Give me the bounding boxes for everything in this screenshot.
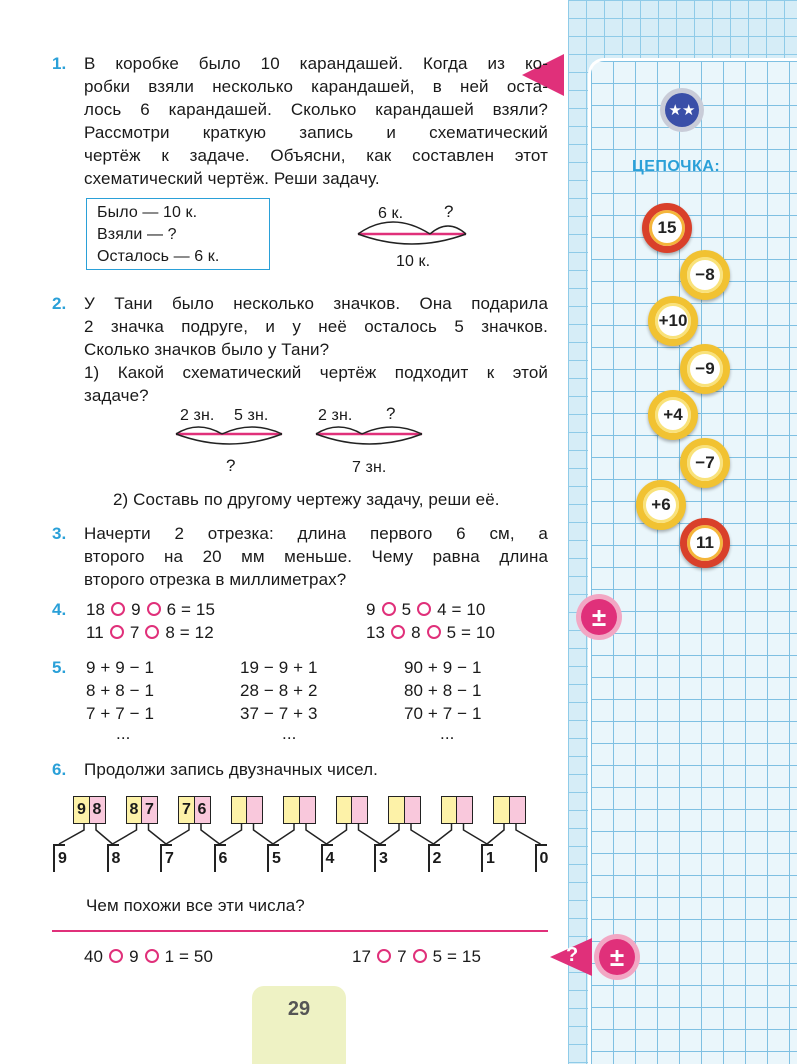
expression: 37 − 7 + 3 (240, 704, 318, 723)
expression: 70 + 7 − 1 (404, 704, 482, 723)
connector-line (516, 824, 541, 844)
operand: 9 (129, 947, 139, 966)
task2-d1-label-left: 2 зн. (180, 407, 215, 424)
record-line: Взяли — ? (97, 226, 177, 243)
task1-line: Рассмотри краткую запись и схематический (84, 123, 548, 142)
task4-row-2-left (86, 621, 214, 644)
tens-cell (336, 796, 353, 824)
operator-circle-icon (111, 602, 125, 616)
connector-line (380, 824, 399, 844)
connector-line (201, 824, 220, 844)
ellipsis: ... (116, 724, 131, 743)
expression: 8 + 8 − 1 (86, 681, 155, 700)
task3-text (84, 522, 548, 591)
digit-label: 8 (111, 850, 121, 867)
digit-label: 0 (539, 850, 549, 867)
task3-line: второго на 20 мм меньше. Чему равна длина (84, 547, 548, 566)
connector-line (113, 824, 137, 844)
task2-text (84, 292, 548, 407)
operator-circle-icon (147, 602, 161, 616)
tens-cell (231, 796, 248, 824)
tens-cell (388, 796, 405, 824)
operator-circle-icon (377, 949, 391, 963)
expression: 9 + 9 − 1 (86, 658, 155, 677)
connector-line (434, 824, 452, 844)
digit-bracket-top (428, 844, 440, 846)
task5-column-2 (240, 656, 318, 743)
task1-diagram-label-right: ? (444, 202, 454, 221)
digit-bracket (535, 844, 537, 872)
plus-minus-icon: ± (599, 939, 635, 975)
task1-diagram-label-bottom: 10 к. (396, 253, 431, 270)
star-badge-icon: ★★ (660, 88, 704, 132)
ellipsis: ... (282, 724, 297, 743)
bottom-equation-left (84, 945, 213, 968)
digit-bracket (374, 844, 376, 872)
connector-line (411, 824, 434, 844)
task2-d2-label-bottom: 7 зн. (352, 459, 387, 476)
plus-minus-badge-1 (576, 594, 622, 640)
ellipsis: ... (440, 724, 455, 743)
digit-label: 6 (218, 850, 228, 867)
digit-label: 1 (486, 850, 495, 867)
digit-label: 2 (432, 850, 442, 867)
operator-circle-icon (417, 602, 431, 616)
task3-line: Начерти 2 отрезка: длина первого 6 см, а (84, 524, 548, 543)
digit-bracket (160, 844, 162, 872)
task2-line: 1) Какой схематический чертёж подходит к этой (84, 363, 548, 382)
operator-circle-icon (427, 625, 441, 639)
operand: 9 (131, 600, 141, 619)
operand: 8 = 12 (165, 623, 214, 642)
connector-line (273, 824, 294, 844)
operand: 6 = 15 (166, 600, 216, 619)
operand: 9 (366, 600, 376, 619)
record-line: Было — 10 к. (97, 204, 198, 221)
task1-line: чертёж к задаче. Объясни, как составлен этот (84, 146, 548, 165)
operator-circle-icon (110, 625, 124, 639)
expression: 7 + 7 − 1 (86, 704, 155, 723)
units-cell: 8 (89, 796, 106, 824)
operand: 4 = 10 (437, 600, 486, 619)
connector-line (464, 824, 488, 844)
operator-circle-icon (145, 625, 159, 639)
tens-cell: 9 (73, 796, 90, 824)
tens-cell (493, 796, 510, 824)
task3-line: второго отрезка в миллиметрах? (84, 570, 347, 589)
units-cell: 6 (194, 796, 211, 824)
digit-bracket (481, 844, 483, 872)
digit-bracket (53, 844, 55, 872)
task2-line: У Тани было несколько значков. Она подарила (84, 294, 548, 313)
units-cell (246, 796, 263, 824)
digit-bracket (267, 844, 269, 872)
page-number-tab (252, 986, 346, 1064)
connector-line (306, 824, 327, 844)
task4-row-1-right (366, 598, 485, 621)
expression: 90 + 9 − 1 (404, 658, 482, 677)
task2-sub2: 2) Составь по другому чертежу задачу, реши её. (113, 490, 500, 509)
digit-bracket (107, 844, 109, 872)
task2-d2-label-right: ? (386, 404, 396, 423)
digit-bracket-top (214, 844, 226, 846)
task4-row-1-left (86, 598, 215, 621)
chain-coin-8: 11 (680, 518, 730, 568)
task6-text: Продолжи запись двузначных чисел. (84, 760, 379, 779)
digit-bracket-top (321, 844, 333, 846)
task2-d2-label-left: 2 зн. (318, 407, 353, 424)
task1-text (84, 52, 548, 190)
units-cell (299, 796, 316, 824)
bottom-equation-right (352, 945, 481, 968)
record-line: Осталось — 6 к. (97, 248, 220, 265)
connector-line (487, 824, 504, 844)
operand: 13 (366, 623, 386, 642)
chain-coin-5: +4 (648, 390, 698, 440)
task1-number: 1. (52, 54, 67, 73)
expression: 19 − 9 + 1 (240, 658, 318, 677)
task2-d1-label-bottom: ? (226, 456, 236, 475)
task6-connectors (50, 824, 550, 872)
operator-circle-icon (109, 949, 123, 963)
chain-coin-6: −7 (680, 438, 730, 488)
task6-question: Чем похожи все эти числа? (86, 896, 305, 915)
operand: 8 (411, 623, 421, 642)
operator-circle-icon (145, 949, 159, 963)
digit-label: 5 (272, 850, 281, 867)
plus-minus-icon: ± (581, 599, 617, 635)
tens-cell: 7 (178, 796, 195, 824)
task1-diagram-label-left: 6 к. (378, 205, 404, 222)
task2-line: Сколько значков было у Тани? (84, 340, 330, 359)
connector-line (96, 824, 113, 844)
task1-line: робки взяли несколько карандашей, в ней оста- (84, 77, 548, 96)
digit-bracket-top (267, 844, 279, 846)
digit-bracket (428, 844, 430, 872)
digit-label: 3 (379, 850, 388, 867)
tens-cell: 8 (126, 796, 143, 824)
task2-number: 2. (52, 294, 67, 313)
digit-bracket-top (160, 844, 172, 846)
operator-circle-icon (391, 625, 405, 639)
operand: 17 (352, 947, 372, 966)
operand: 5 = 15 (432, 947, 482, 966)
task4-number: 4. (52, 600, 67, 619)
task5-number: 5. (52, 658, 67, 677)
connector-line (149, 824, 167, 844)
task1-line: В коробке было 10 карандашей. Когда из ко- (84, 54, 548, 73)
operand: 1 = 50 (164, 947, 214, 966)
operand: 11 (86, 623, 104, 642)
task2-line: 2 значка подруге, и у неё осталось 5 значков. (84, 317, 548, 336)
digit-bracket-top (374, 844, 386, 846)
task1-short-record (86, 198, 270, 270)
expression: 28 − 8 + 2 (240, 681, 318, 700)
digit-bracket (321, 844, 323, 872)
task1-line: лось 6 карандашей. Сколько карандашей взяли? (84, 100, 548, 119)
digit-bracket-top (481, 844, 493, 846)
operator-circle-icon (382, 602, 396, 616)
units-cell: 7 (141, 796, 158, 824)
task2-line: задаче? (84, 386, 149, 405)
chain-coin-1: 15 (642, 203, 692, 253)
digit-bracket-top (53, 844, 65, 846)
operand: 5 (401, 600, 412, 619)
tens-cell (283, 796, 300, 824)
units-cell (509, 796, 526, 824)
digit-bracket (214, 844, 216, 872)
connector-line (254, 824, 274, 844)
connector-line (59, 824, 84, 844)
digit-label: 7 (165, 850, 174, 867)
chain-coin-4: −9 (680, 344, 730, 394)
digit-bracket-top (107, 844, 119, 846)
connector-line (359, 824, 381, 844)
connector-line (220, 824, 242, 844)
task5-column-3 (404, 656, 482, 743)
plus-minus-badge-2 (594, 934, 640, 980)
chain-coin-7: +6 (636, 480, 686, 530)
operand: 18 (86, 600, 106, 619)
task1-line: схематический чертёж. Реши задачу. (84, 169, 380, 188)
digit-label: 4 (325, 850, 335, 867)
units-cell (456, 796, 473, 824)
connector-line (327, 824, 347, 844)
connector-line (166, 824, 189, 844)
chain-coin-3: +10 (648, 296, 698, 346)
operand: 7 (129, 623, 140, 642)
task6-number: 6. (52, 760, 67, 779)
operand: 7 (397, 947, 407, 966)
task4-row-2-right (366, 621, 495, 644)
divider-line (52, 930, 548, 932)
operator-circle-icon (413, 949, 427, 963)
units-cell (404, 796, 421, 824)
units-cell (351, 796, 368, 824)
task5-column-1 (86, 656, 154, 743)
digit-label: 9 (58, 850, 67, 867)
expression: 80 + 8 − 1 (404, 681, 482, 700)
task3-number: 3. (52, 524, 67, 543)
tens-cell (441, 796, 458, 824)
task2-d1-label-right: 5 зн. (234, 407, 269, 424)
page-number: 29 (287, 998, 311, 1020)
question-mark-icon: ? (566, 944, 579, 966)
chain-title: ЦЕПОЧКА: (632, 158, 721, 175)
operand: 5 = 10 (446, 623, 496, 642)
chain-coin-2: −8 (680, 250, 730, 300)
digit-bracket-top (535, 844, 547, 846)
operand: 40 (84, 947, 104, 966)
